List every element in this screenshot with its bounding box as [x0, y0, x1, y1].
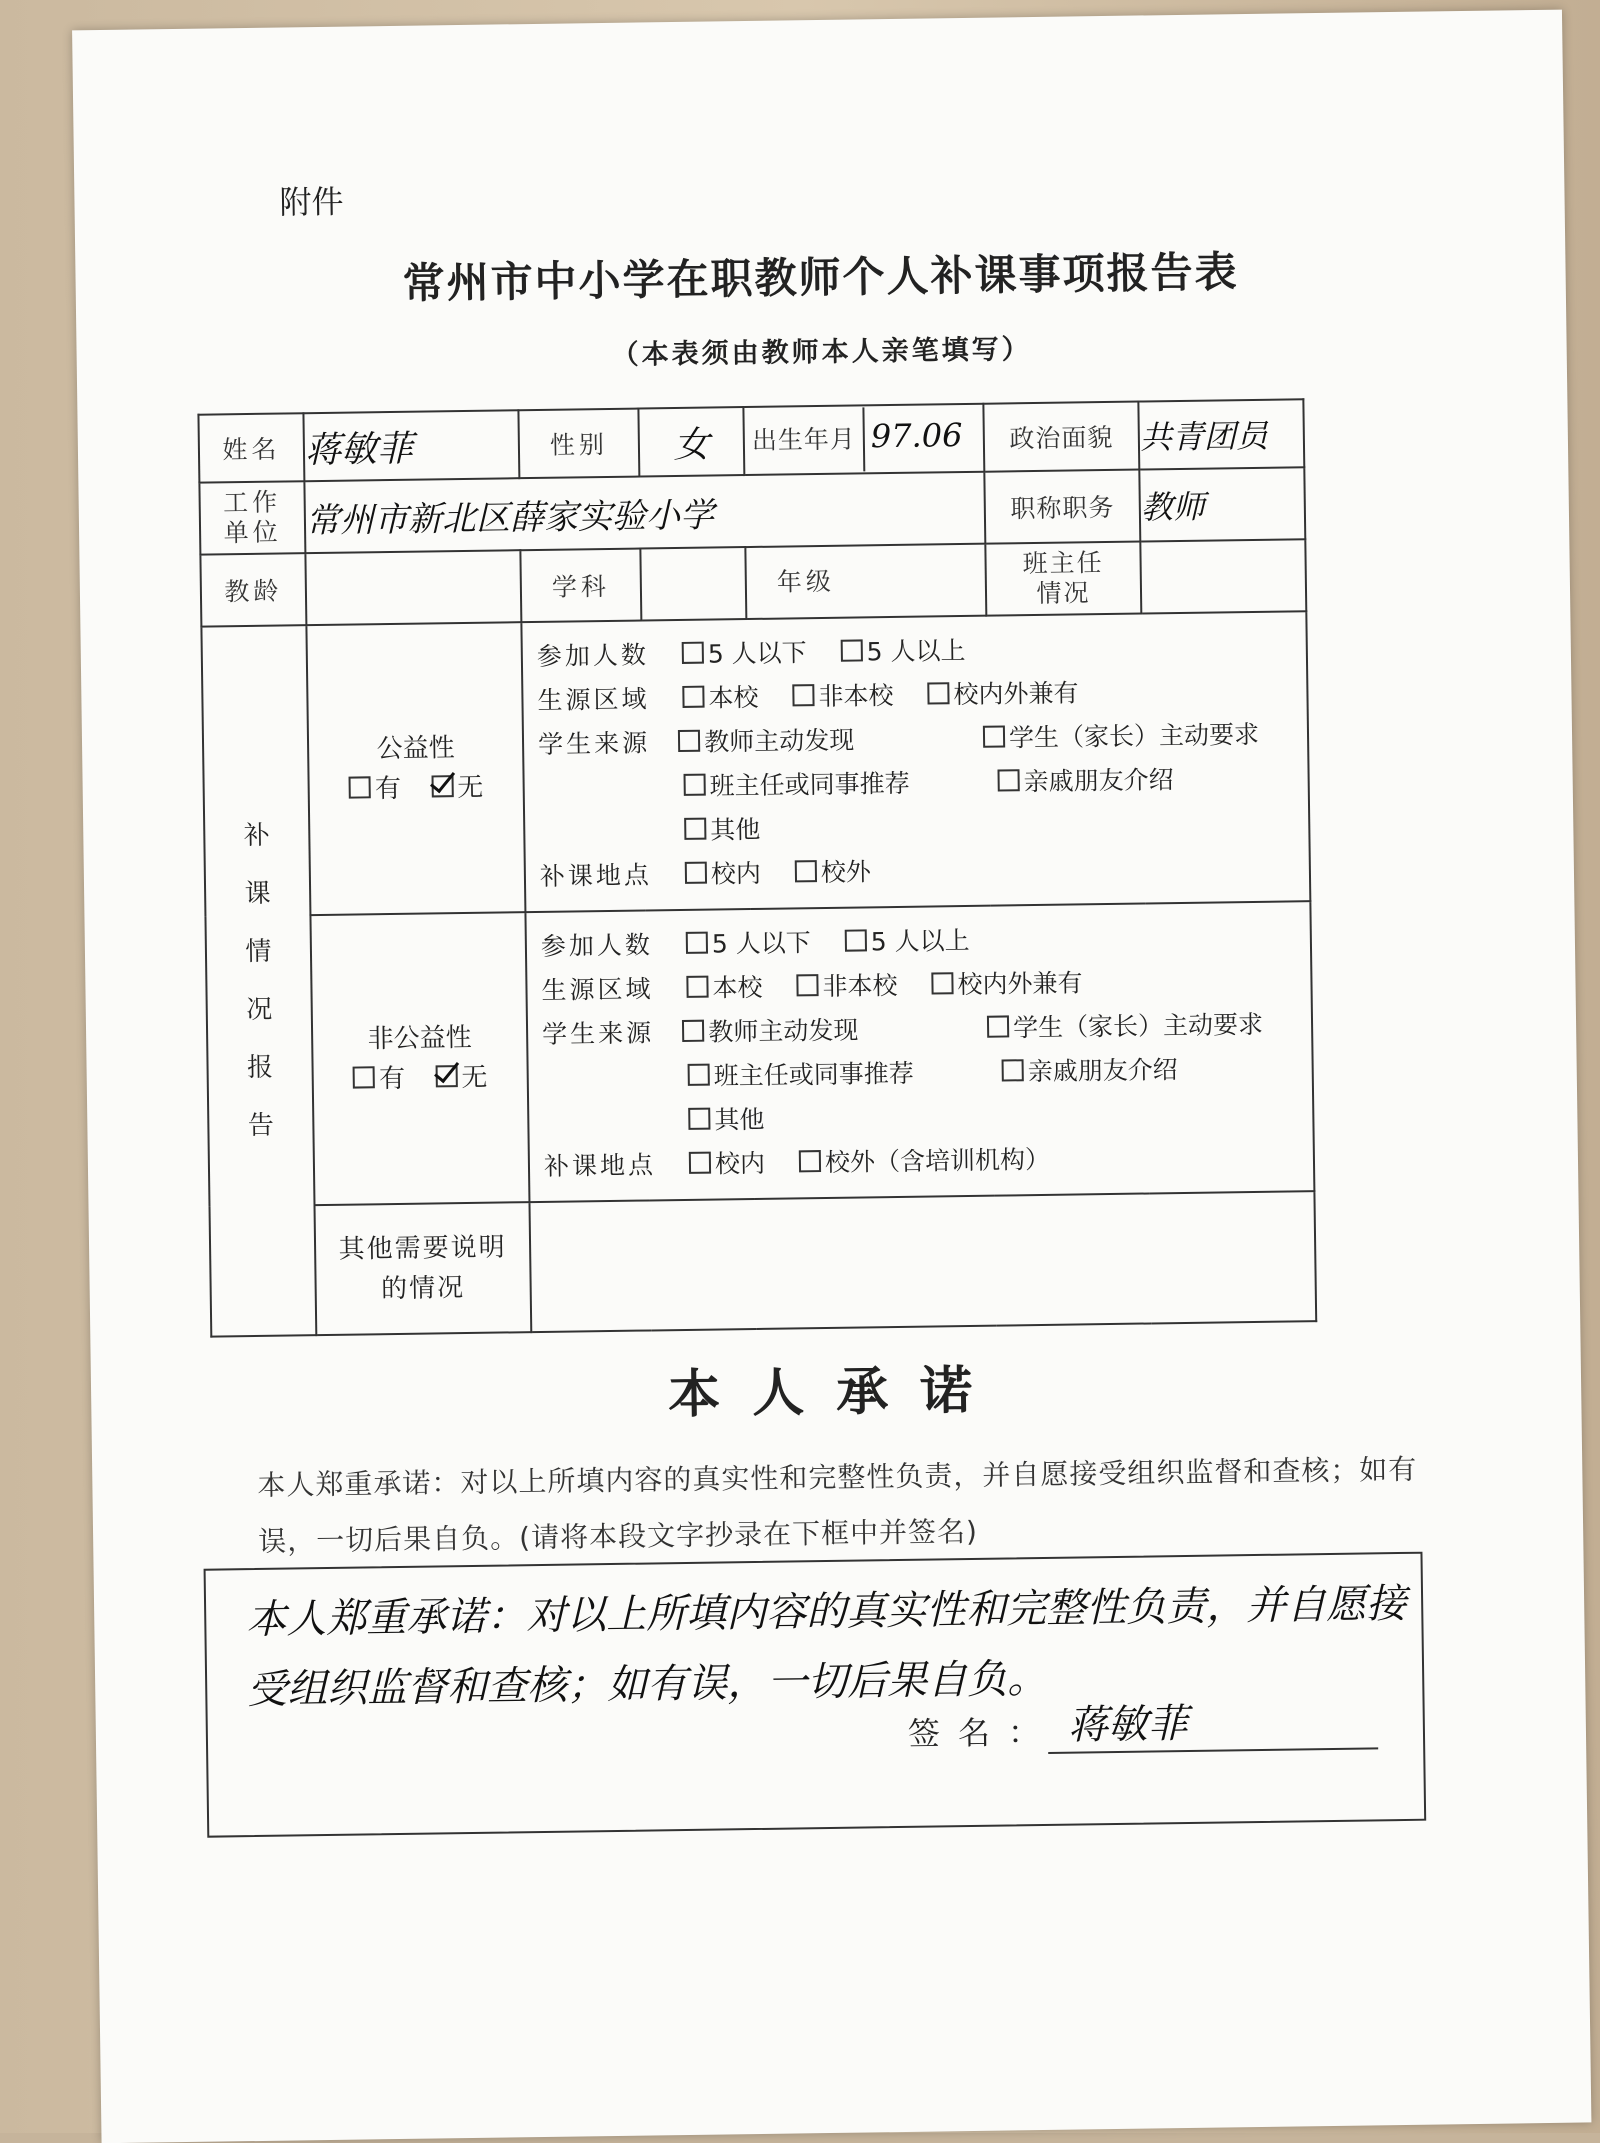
name-value[interactable]: 蒋敏菲	[303, 410, 519, 481]
teaching-years-value[interactable]	[305, 550, 521, 625]
handwritten-promise: 本人郑重承诺：对以上所填内容的真实性和完整性负责，并自愿接受组织监督和查核；如有误，一切后果自负。	[245, 1580, 1407, 1714]
option-label: 学生（家长）主动要求	[1012, 1009, 1264, 1043]
other-notes-value[interactable]	[529, 1191, 1316, 1332]
checkbox[interactable]	[684, 818, 706, 840]
public-none-checkbox[interactable]	[431, 775, 453, 797]
promise-title: 本人承诺	[667, 1360, 1005, 1426]
other-notes-label-1: 其他需要说明	[338, 1232, 507, 1265]
checkbox[interactable]	[997, 769, 1019, 791]
option-label: 校内	[714, 1148, 766, 1179]
option-label: 班主任或同事推荐	[713, 1058, 914, 1091]
name-label: 姓名	[198, 413, 304, 482]
option-label: 学生（家长）主动要求	[1008, 719, 1260, 753]
participants-label: 参加人数	[540, 930, 654, 961]
handwriting-box[interactable]	[204, 1552, 1427, 1838]
checkbox[interactable]	[685, 862, 707, 884]
option-label: 非本校	[818, 680, 894, 712]
work-unit-label-1: 工作	[222, 487, 282, 518]
nonpublic-none-label: 无	[461, 1062, 488, 1094]
checkbox[interactable]	[678, 730, 700, 752]
option-label: 非本校	[822, 970, 898, 1002]
checkbox[interactable]	[983, 725, 1005, 747]
section-char: 告	[247, 1110, 275, 1142]
checkbox[interactable]	[1002, 1059, 1024, 1081]
option-label: 教师主动发现	[708, 1015, 859, 1047]
birth-label: 出生年月	[744, 407, 865, 473]
head-teacher-label	[985, 542, 1141, 616]
section-char: 报	[246, 1052, 274, 1084]
nonpublic-none-checkbox[interactable]	[435, 1065, 457, 1087]
work-unit-value[interactable]: 常州市新北区薛家实验小学	[304, 472, 985, 553]
checkbox[interactable]	[987, 1015, 1009, 1037]
attachment-label: 附件	[279, 182, 344, 222]
option-label: 5 人以下	[711, 928, 811, 959]
public-category-label: 公益性	[376, 733, 455, 765]
form-title: 常州市中小学在职教师个人补课事项报告表	[402, 247, 1239, 308]
work-unit-label	[199, 481, 305, 554]
checkbox[interactable]	[686, 932, 708, 954]
head-teacher-label-1: 班主任	[1022, 548, 1104, 579]
head-teacher-value[interactable]	[1140, 539, 1306, 613]
promise-text: 本人郑重承诺：对以上所填内容的真实性和完整性负责，并自愿接受组织监督和查核；如有误，一切后果自负。(请将本段文字抄录在下框中并签名)	[257, 1452, 1418, 1558]
checkbox[interactable]	[792, 684, 814, 706]
checkbox[interactable]	[795, 860, 817, 882]
section-char: 情	[245, 936, 272, 968]
public-none-label: 无	[457, 772, 484, 804]
other-notes-label-2: 的情况	[380, 1273, 466, 1305]
subject-value[interactable]	[640, 547, 746, 620]
report-table	[197, 398, 1317, 1337]
option-label: 其他	[714, 1104, 765, 1135]
political-value[interactable]: 共青团员	[1138, 399, 1304, 469]
form-subtitle: （本表须由教师本人亲笔填写）	[611, 334, 1032, 371]
section-char: 课	[244, 878, 271, 910]
checkbox[interactable]	[682, 642, 704, 664]
subject-label: 学科	[520, 549, 641, 623]
checkbox[interactable]	[688, 1064, 710, 1086]
nonpublic-has-checkbox[interactable]	[353, 1066, 375, 1088]
option-label: 5 人以上	[870, 925, 970, 957]
option-label: 校外	[820, 857, 872, 888]
location-label: 补课地点	[543, 1150, 657, 1181]
option-label: 5 人以下	[707, 638, 807, 669]
signature: 蒋敏菲	[1067, 1700, 1189, 1749]
public-category	[306, 622, 525, 915]
gender-value[interactable]: 女	[638, 407, 744, 476]
area-label: 生源区域	[541, 974, 654, 1005]
work-unit-label-2: 单位	[223, 517, 282, 548]
nonpublic-category-label: 非公益性	[367, 1022, 472, 1055]
source-label: 学生来源	[541, 1018, 655, 1049]
checkbox[interactable]	[927, 682, 949, 704]
checkbox[interactable]	[682, 1020, 704, 1042]
political-label: 政治面貌	[983, 402, 1139, 472]
option-label: 5 人以上	[866, 635, 966, 667]
section-label	[201, 625, 316, 1336]
section-char: 补	[243, 820, 271, 852]
grade-cell	[745, 544, 986, 619]
section-char: 况	[246, 994, 273, 1026]
checkbox[interactable]	[682, 686, 704, 708]
public-has-checkbox[interactable]	[349, 776, 371, 798]
checkbox[interactable]	[841, 639, 863, 661]
option-label: 教师主动发现	[704, 725, 855, 757]
option-label: 本校	[712, 972, 763, 1003]
source-label: 学生来源	[537, 728, 651, 759]
checkbox[interactable]	[688, 1108, 710, 1130]
participants-label: 参加人数	[536, 640, 650, 671]
sign-label: 签名：	[907, 1712, 1059, 1753]
option-label: 班主任或同事推荐	[709, 768, 910, 801]
checkbox[interactable]	[845, 929, 867, 951]
nonpublic-has-label: 有	[378, 1063, 406, 1095]
nonpublic-category	[310, 912, 529, 1205]
option-label: 校内外兼有	[953, 678, 1079, 710]
checkbox[interactable]	[796, 974, 818, 996]
option-label: 校内	[710, 858, 762, 889]
job-title-label: 职称职务	[984, 470, 1140, 544]
paper-sheet	[72, 10, 1591, 2143]
public-has-label: 有	[374, 773, 402, 805]
area-label: 生源区域	[537, 684, 650, 715]
option-label: 校内外兼有	[957, 968, 1083, 1000]
birth-cell	[743, 404, 984, 475]
option-label: 亲戚朋友介绍	[1023, 765, 1174, 797]
checkbox[interactable]	[684, 774, 706, 796]
location-label: 补课地点	[539, 860, 653, 891]
gender-label: 性别	[518, 409, 639, 479]
option-label: 本校	[708, 682, 759, 713]
teaching-years-label: 教龄	[200, 553, 306, 626]
checkbox[interactable]	[686, 976, 708, 998]
public-options	[521, 611, 1310, 912]
nonpublic-options	[525, 901, 1314, 1202]
job-title-value[interactable]: 教师	[1139, 467, 1305, 541]
birth-value[interactable]: 97.06	[870, 416, 963, 456]
checkbox[interactable]	[931, 972, 953, 994]
grade-label: 年级	[776, 566, 836, 597]
option-label: 其他	[710, 814, 761, 845]
checkbox[interactable]	[799, 1150, 821, 1172]
checkbox[interactable]	[689, 1152, 711, 1174]
option-label: 亲戚朋友介绍	[1027, 1055, 1178, 1087]
head-teacher-label-2: 情况	[1036, 578, 1091, 608]
option-label: 校外（含培训机构）	[824, 1144, 1051, 1177]
other-notes-label	[314, 1202, 531, 1335]
